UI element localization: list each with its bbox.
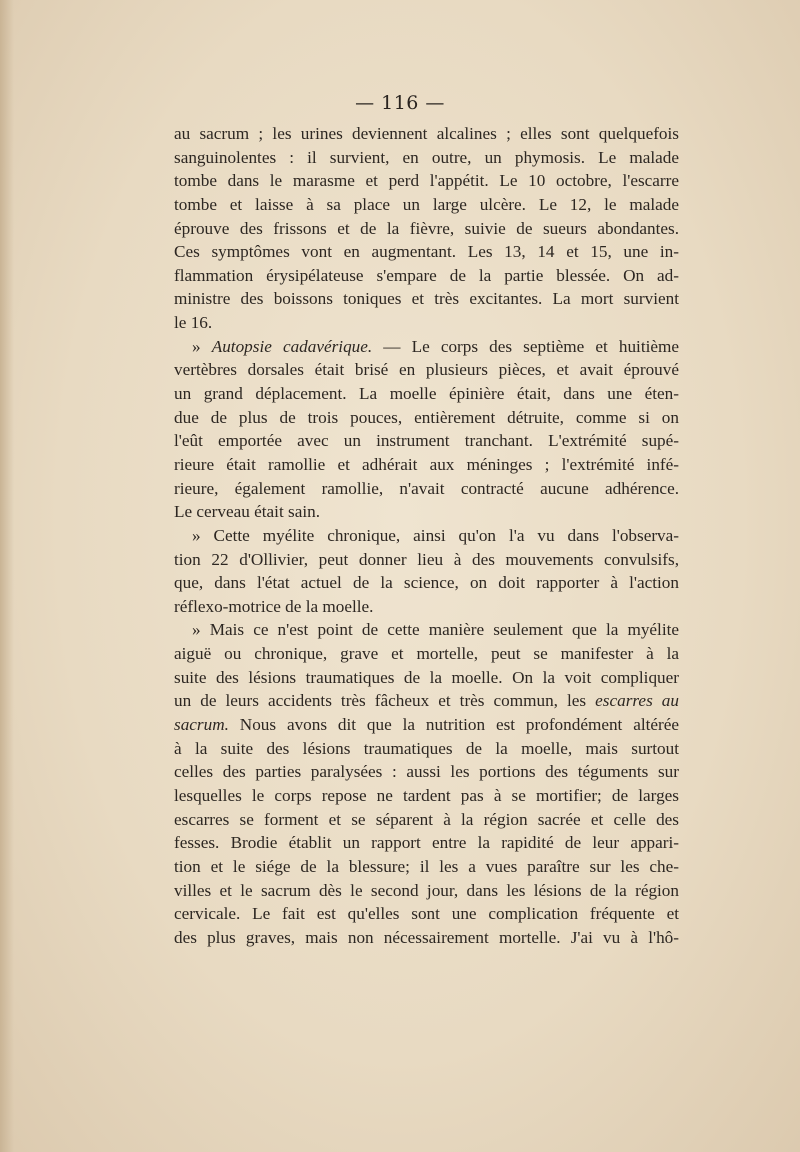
text-line: ministre des boissons toniques et très excitantes. La mort survient: [174, 289, 679, 309]
text-line: rieure était ramollie et adhérait aux méninges ; l'extrémité infé-: [174, 454, 679, 474]
text-line: » Cette myélite chronique, ainsi qu'on l'a vu dans l'observa-: [192, 525, 679, 545]
text-line: tombe et laisse à sa place un large ulcère. Le 12, le malade: [174, 194, 679, 214]
text-line: due de plus de trois pouces, entièrement détruite, comme si on: [174, 407, 679, 427]
page-number: — 116 —: [355, 92, 445, 114]
text-line: un grand déplacement. La moelle épinière était, dans une éten-: [174, 384, 679, 404]
text-run: Nous avons dit que la nutrition est profondément altérée: [228, 715, 679, 735]
text-line: réflexo-motrice de la moelle.: [174, 596, 374, 616]
text-line: le 16.: [174, 313, 213, 333]
text-run: un de leurs accidents très fâcheux et très commun, les: [174, 691, 596, 711]
text-line: [174, 689, 679, 713]
page-gutter-shadow: [0, 0, 14, 1152]
text-line: lesquelles le corps repose ne tardent pas à se mortifier; de larges: [174, 785, 679, 805]
text-line: suite des lésions traumatiques de la moelle. On la voit compliquer: [174, 667, 679, 687]
text-line: villes et le sacrum dès le second jour, dans les lésions de la région: [174, 880, 679, 900]
text-line: » Mais ce n'est point de cette manière seulement que la myélite: [192, 620, 679, 640]
italic-term: escarres au: [595, 691, 679, 711]
text-line: fesses. Brodie établit un rapport entre la rapidité de leur appari-: [174, 833, 679, 853]
text-line: vertèbres dorsales était brisé en plusieurs pièces, et avait éprouvé: [174, 360, 679, 380]
italic-term: sacrum.: [174, 715, 229, 735]
text-line: cervicale. Le fait est qu'elles sont une complication fréquente et: [174, 904, 679, 924]
text-line: tion et le siége de la blessure; il les a vues paraître sur les che-: [174, 856, 679, 876]
text-run: »: [192, 336, 212, 356]
text-line: [174, 335, 679, 359]
text-line: l'eût emportée avec un instrument tranchant. L'extrémité supé-: [174, 431, 679, 451]
text-line: Ces symptômes vont en augmentant. Les 13, 14 et 15, une in-: [174, 242, 679, 262]
text-line: rieure, également ramollie, n'avait contracté aucune adhérence.: [174, 478, 679, 498]
text-line: des plus graves, mais non nécessairement mortelle. J'ai vu à l'hô-: [174, 927, 679, 947]
text-line: sanguinolentes : il survient, en outre, un phymosis. Le malade: [174, 147, 679, 167]
italic-heading: Autopsie cadavérique.: [211, 336, 373, 356]
text-line: aiguë ou chronique, grave et mortelle, peut se manifester à la: [174, 644, 679, 664]
text-line: au sacrum ; les urines deviennent alcalines ; elles sont quelquefois: [174, 124, 679, 143]
text-line: escarres se forment et se séparent à la région sacrée et celle des: [174, 809, 679, 829]
text-run: — Le corps des septième et huitième: [372, 336, 679, 356]
text-line: Le cerveau était sain.: [174, 502, 321, 522]
text-line: éprouve des frissons et de la fièvre, suivie de sueurs abondantes.: [174, 218, 679, 238]
text-line: tombe dans le marasme et perd l'appétit. Le 10 octobre, l'escarre: [174, 171, 679, 191]
body-text: [174, 122, 679, 949]
text-line: flammation érysipélateuse s'empare de la partie blessée. On ad-: [174, 265, 679, 285]
text-line: tion 22 d'Ollivier, peut donner lieu à des mouvements convulsifs,: [174, 549, 679, 569]
text-line: à la suite des lésions traumatiques de la moelle, mais surtout: [174, 738, 679, 758]
text-line: celles des parties paralysées : aussi les portions des téguments sur: [174, 762, 679, 782]
text-line: [174, 713, 679, 737]
text-line: que, dans l'état actuel de la science, on doit rapporter à l'action: [174, 573, 679, 593]
